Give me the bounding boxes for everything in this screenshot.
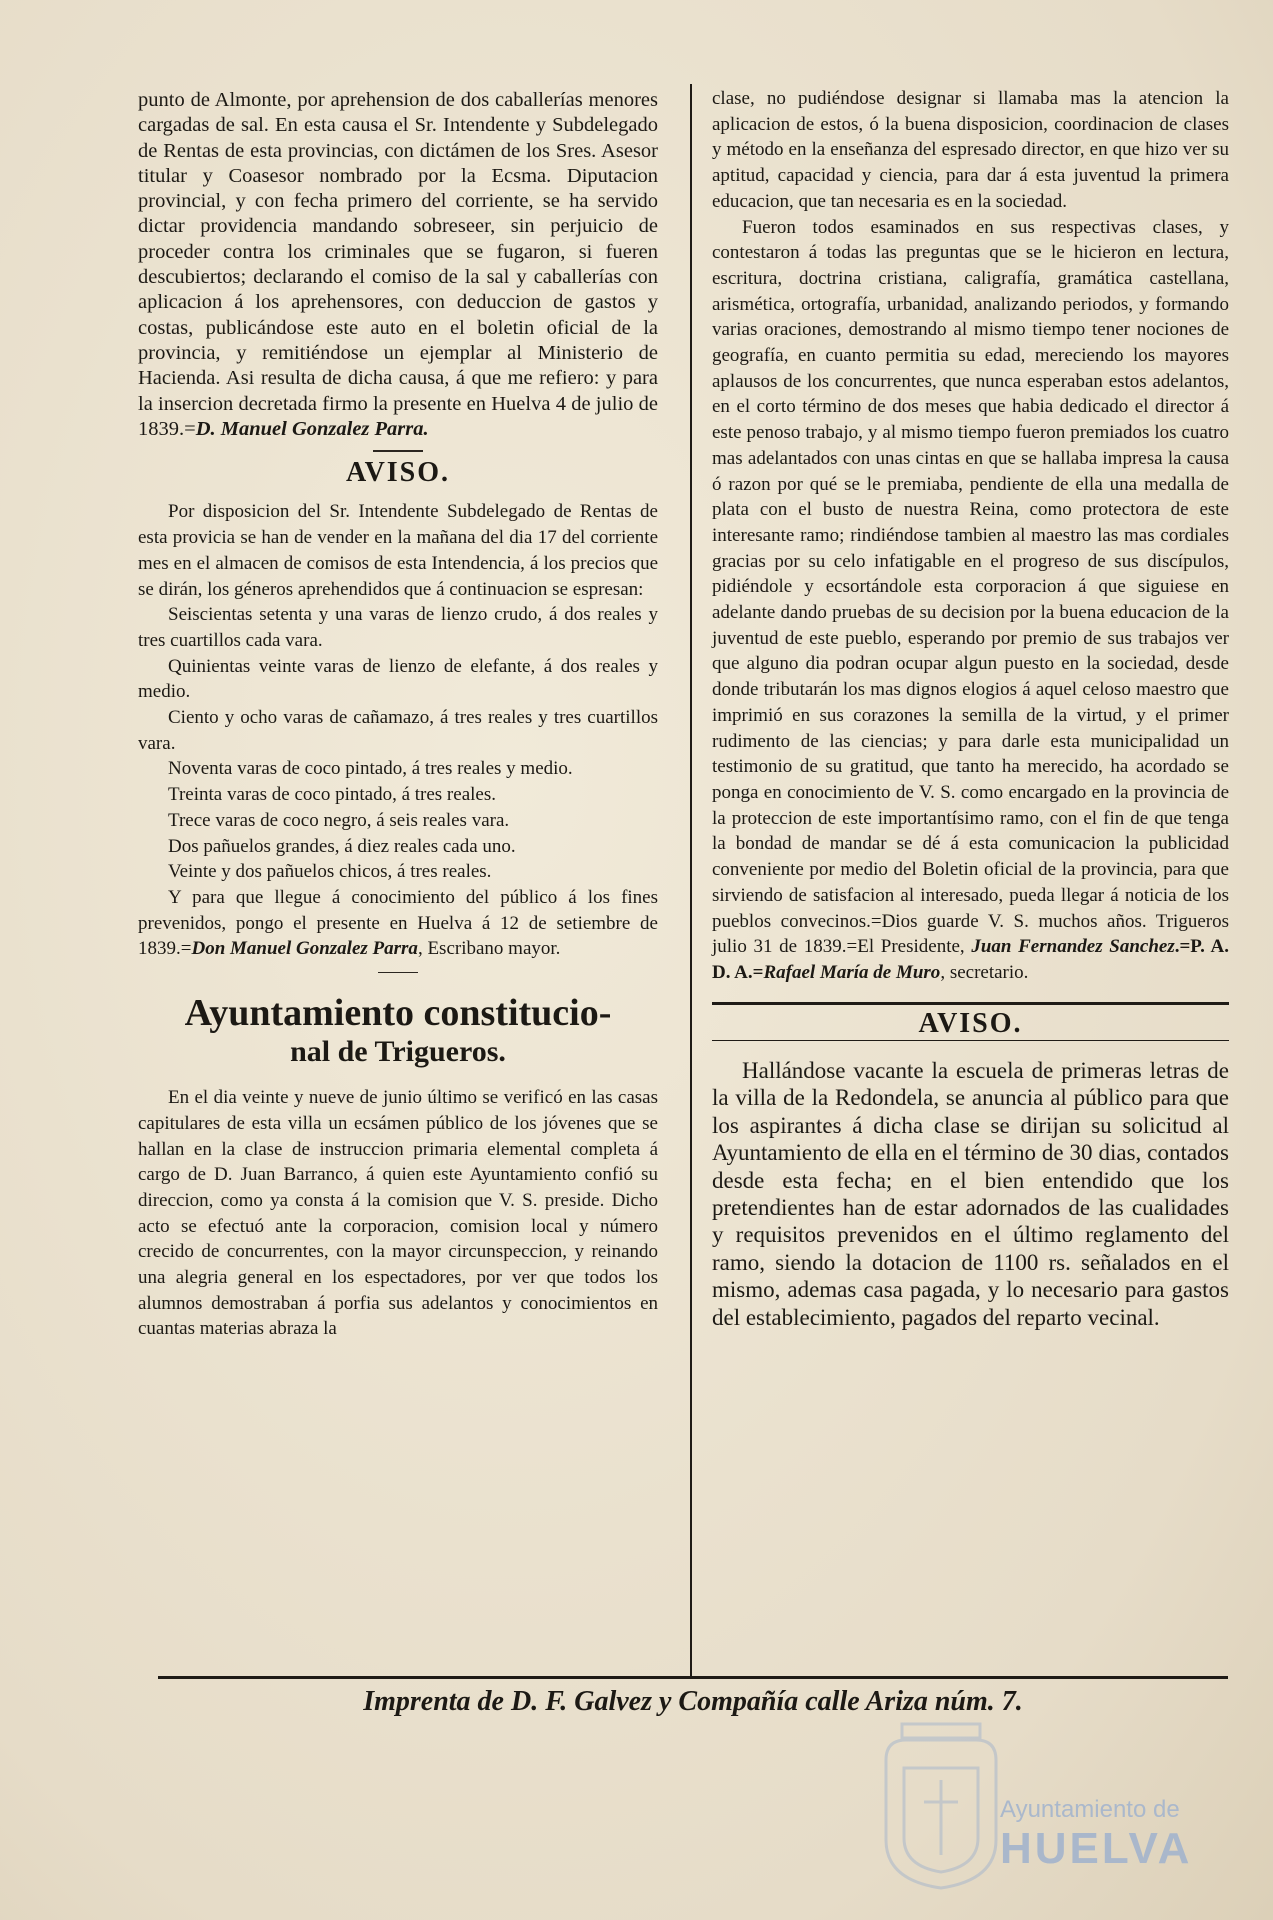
aviso-right-text: Hallándose vacante la escuela de primeras letras de la villa de la Redondela, se anuncia al público para que los aspirantes á dicha clase se dirijan su solicitud al Ayuntamiento de ella en el término de 30 dias, contados desde esta fecha; en el bien entendido que los pretendientes han de estar adornados de las cualidades y requisitos prevenidos en el último reglamento del ramo, siendo la dotacion de 1100 rs. señalados en el mismo, ademas casa pagada, y lo necesario para gastos del establecimiento, pagados del reparto vecinal. <box>712 1057 1229 1330</box>
footer-rule <box>158 1676 1228 1679</box>
aviso-item: Ciento y ocho varas de cañamazo, á tres reales y tres cuartillos vara. <box>138 707 658 754</box>
right-p2-text: Fueron todos esaminados en sus respectivas clases, y contestaron á todas las preguntas que se le hicieron en lectura, escritura, doctrina cristiana, caligrafía, gramática castellana, arismética, ortografía, urbanidad, analizando periodos, y formando varias oraciones, demostrando al mismo tiempo tener nociones de geografía, en cuanto permitia su edad, mereciendo los mayores aplausos de los concurrentes, que nunca esperaban estos adelantos, en el corto término de dos meses que habia dedicado el director á este penoso trabajo, y al mismo tiempo fueron premiados los cuatro mas adelantados con unas cintas en que se hallaba impresa la causa ó razon por qué se le premiaba, pendiente de ella una medalla de plata con el busto de nuestra Reina, como protectora de este interesante ramo; rindiéndose tambien al maestro las mas cordiales gracias por su celo infatigable en el progreso de sus discípulos, pidiéndole y ecsortándole esta corporacion á que siguiese en adelante dando pruebas de su decision por la buena educacion de la juventud de este pueblo, esperando por premio de sus trabajos ver que alguno dia podran ocupar algun puesto en la sociedad, desde donde tributarán los mas dignos elogios á aquel celoso maestro que imprimió en sus corazones la semilla de la virtud, y el primer rudimento de las ciencias; y para darle esta municipalidad un testimonio de su gratitud, que tanto ha merecido, ha acordado se ponga en conocimiento de V. S. como encargado en la provincia de la proteccion de este importantísimo ramo, con el fin de que tenga la bondad de mandar se dé á esta comunicacion la publicidad conveniente por medio del Boletin oficial de la provincia, para que sirviendo de satisfacion al interesado, pueda llegar á noticia de los pueblos convecinos.=Dios guarde V. S. muchos años. Trigueros julio 31 de 1839.=El Presidente, <box>712 216 1229 958</box>
watermark-text-line2: HUELVA <box>1000 1824 1193 1873</box>
section-rule <box>712 1040 1229 1041</box>
left-p1-signature: D. Manuel Gonzalez Parra. <box>195 417 429 440</box>
ayuntamiento-text: En el dia veinte y nueve de junio último se verificó en las casas capitulares de esta villa un ecsámen público de los jóvenes que se hallan en la clase de instruccion primaria elemental completa á cargo de D. Juan Barranco, á quien este Ayuntamiento confió su direccion, como ya consta á la comision que V. S. preside. Dicho acto se efectuó ante la corporacion, comision local y número crecido de concurrentes, con la mayor circunspeccion, y reinando una alegria general en los espectadores, por ver que todos los alumnos demostraban á porfia sus adelantos y conocimientos en cuantas materias abraza la <box>138 1087 658 1340</box>
right-paragraph-continued: clase, no pudiéndose designar si llamaba mas la atencion la aplicacion de estos, ó la buena disposicion, coordinacion de clases y método en la enseñanza del espresado director, en que hizo ver su aptitud, capacidad y ciencia, para dar á esta juventud la primera educacion, que tan necesaria es en la sociedad. <box>712 88 1229 212</box>
section-divider <box>378 972 418 973</box>
aviso-left-body <box>138 499 658 962</box>
ayuntamiento-heading <box>138 991 658 1069</box>
ayuntamiento-heading-line2: nal de Trigueros. <box>290 1035 506 1069</box>
aviso-item: Treinta varas de coco pintado, á tres reales. <box>168 784 496 806</box>
right-column <box>712 86 1229 1331</box>
imprint-footer: Imprenta de D. F. Galvez y Compañía calle Ariza núm. 7. <box>363 1686 1023 1717</box>
aviso-intro: Por disposicion del Sr. Intendente Subdelegado de Rentas de esta provicia se han de vender en la mañana del dia 17 del corriente mes en el almacen de comisos de esta Intendencia, á los precios que se dirán, los géneros aprehendidos que á continuacion se espresan: <box>138 501 658 600</box>
section-rule <box>712 1002 1229 1005</box>
right-p2-end: , secretario. <box>940 961 1029 983</box>
section-divider <box>373 450 423 452</box>
column-divider <box>690 84 692 1676</box>
watermark-text-line1: Ayuntamiento de <box>1000 1796 1180 1823</box>
left-column <box>138 88 658 1342</box>
left-paragraph-continued <box>138 88 658 442</box>
aviso-heading-right: AVISO. <box>918 1007 1023 1039</box>
aviso-closing-text: Y para que llegue á conocimiento del público á los fines prevenidos, pongo el presente en Huelva á 12 de setiembre de 1839.= <box>138 887 658 960</box>
aviso-item: Quinientas veinte varas de lienzo de elefante, á dos reales y medio. <box>138 655 658 703</box>
aviso-closing-signature: Don Manuel Gonzalez Parra <box>191 938 418 960</box>
aviso-item: Seiscientas setenta y una varas de lienzo crudo, á dos reales y tres cuartillos cada vara. <box>138 604 658 651</box>
right-p2-mid: .=P. A. D. A.= <box>712 936 1229 983</box>
aviso-item: Trece varas de coco negro, á seis reales vara. <box>168 809 510 831</box>
right-paragraph-2 <box>712 215 1229 986</box>
aviso-closing-end: , Escribano mayor. <box>417 938 561 960</box>
right-p2-signature-2: Rafael María de Muro <box>763 961 941 983</box>
aviso-closing <box>138 885 658 962</box>
right-p2-signature-1: Juan Fernandez Sanchez <box>971 936 1175 958</box>
left-p1-text: punto de Almonte, por aprehension de dos caballerías menores cargadas de sal. En esta causa el Sr. Intendente y Subdelegado de Rentas de esta provincias, con dictámen de los Sres. Asesor titular y Coasesor nombrado por la Ecsma. Diputacion provincial, y con fecha primero del corriente, se ha servido dictar providencia mandando sobreseer, sin perjuicio de proceder contra los criminales que se fugaron, si fueren descubiertos; declarando el comiso de la sal y caballerías con aplicacion á los aprehensores, con deduccion de gastos y costas, publicándose este auto en el boletin oficial de la provincia, y remitiéndose un ejemplar al Ministerio de Hacienda. Asi resulta de dicha causa, á que me refiero: y para la insercion decretada firmo la presente en Huelva 4 de julio de 1839.= <box>138 89 658 440</box>
aviso-item: Veinte y dos pañuelos chicos, á tres reales. <box>168 861 492 883</box>
aviso-item: Noventa varas de coco pintado, á tres reales y medio. <box>168 758 573 780</box>
ayuntamiento-heading-line1: Ayuntamiento constitucio- <box>184 992 612 1035</box>
aviso-heading-left: AVISO. <box>345 457 451 489</box>
aviso-item: Dos pañuelos grandes, á diez reales cada uno. <box>168 835 516 857</box>
